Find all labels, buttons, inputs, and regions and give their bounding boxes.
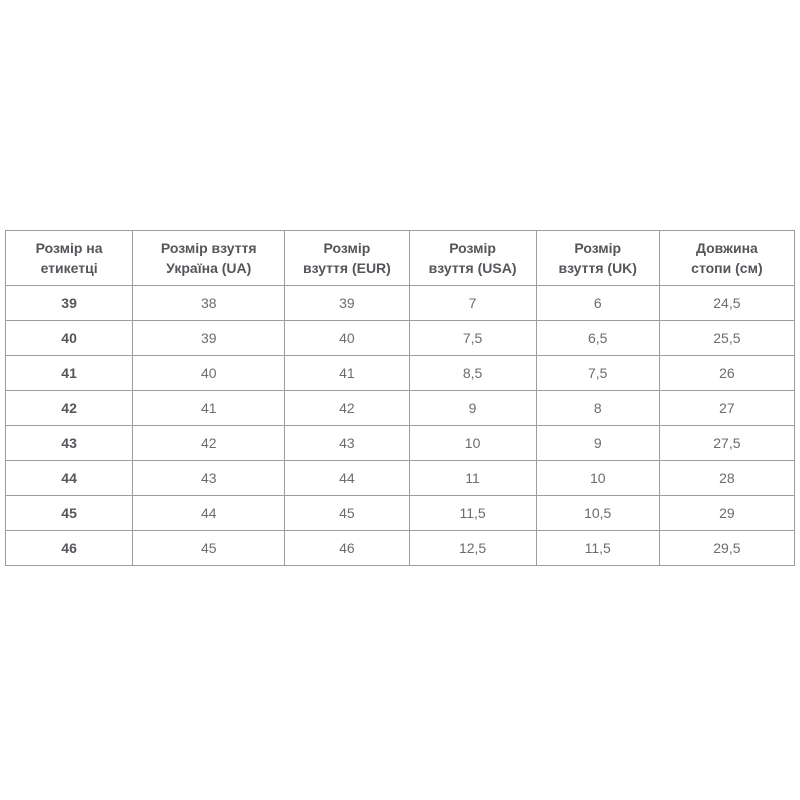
size-value-cell: 11,5 <box>409 496 536 531</box>
size-value-cell: 45 <box>285 496 409 531</box>
table-header-row <box>6 231 795 286</box>
label-size-cell: 45 <box>6 496 133 531</box>
size-value-cell: 25,5 <box>659 321 794 356</box>
header-foot-length-line1: Довжина <box>695 239 758 256</box>
label-size-cell: 46 <box>6 531 133 566</box>
size-value-cell: 39 <box>133 321 285 356</box>
header-label-size-line1: Розмір на <box>35 239 103 256</box>
size-value-cell: 9 <box>409 391 536 426</box>
size-value-cell: 6 <box>536 286 659 321</box>
table-row <box>6 426 795 461</box>
size-value-cell: 41 <box>133 391 285 426</box>
header-foot-length <box>659 231 794 286</box>
header-usa-size-line2: взуття (USA) <box>428 260 517 276</box>
size-value-cell: 43 <box>285 426 409 461</box>
size-value-cell: 10 <box>409 426 536 461</box>
label-size-cell: 42 <box>6 391 133 426</box>
header-uk-size-line1: Розмір <box>574 239 622 256</box>
header-usa-size <box>409 231 536 286</box>
size-value-cell: 11,5 <box>536 531 659 566</box>
header-uk-size <box>536 231 659 286</box>
size-value-cell: 45 <box>133 531 285 566</box>
header-usa-size-line1: Розмір <box>449 239 496 256</box>
size-value-cell: 29,5 <box>659 531 794 566</box>
header-ua-size-line2: Україна (UA) <box>166 260 252 276</box>
header-ua-size-line1: Розмір взуття <box>160 239 257 256</box>
label-size-cell: 40 <box>6 321 133 356</box>
shoe-size-conversion-table <box>5 230 795 566</box>
size-value-cell: 12,5 <box>409 531 536 566</box>
header-ua-size <box>133 231 285 286</box>
size-value-cell: 44 <box>285 461 409 496</box>
size-value-cell: 8,5 <box>409 356 536 391</box>
size-value-cell: 8 <box>536 391 659 426</box>
size-value-cell: 28 <box>659 461 794 496</box>
size-value-cell: 10,5 <box>536 496 659 531</box>
size-value-cell: 27,5 <box>659 426 794 461</box>
table-row <box>6 461 795 496</box>
size-value-cell: 39 <box>285 286 409 321</box>
header-uk-size-line2: взуття (UK) <box>558 260 637 276</box>
table-row <box>6 321 795 356</box>
size-value-cell: 41 <box>285 356 409 391</box>
size-value-cell: 7,5 <box>536 356 659 391</box>
header-foot-length-line2: стопи (см) <box>691 260 763 276</box>
table-row <box>6 496 795 531</box>
size-value-cell: 40 <box>133 356 285 391</box>
header-label-size <box>6 231 133 286</box>
header-eur-size <box>285 231 409 286</box>
size-value-cell: 44 <box>133 496 285 531</box>
table-row <box>6 531 795 566</box>
table-row <box>6 391 795 426</box>
size-value-cell: 43 <box>133 461 285 496</box>
label-size-cell: 44 <box>6 461 133 496</box>
label-size-cell: 41 <box>6 356 133 391</box>
size-value-cell: 11 <box>409 461 536 496</box>
table-row <box>6 356 795 391</box>
size-value-cell: 26 <box>659 356 794 391</box>
size-value-cell: 29 <box>659 496 794 531</box>
size-value-cell: 42 <box>133 426 285 461</box>
size-value-cell: 7,5 <box>409 321 536 356</box>
header-eur-size-line2: взуття (EUR) <box>303 260 391 276</box>
header-label-size-line2: етикетці <box>40 260 98 276</box>
table-body <box>6 286 795 566</box>
size-value-cell: 10 <box>536 461 659 496</box>
label-size-cell: 43 <box>6 426 133 461</box>
size-value-cell: 7 <box>409 286 536 321</box>
size-value-cell: 6,5 <box>536 321 659 356</box>
table-row <box>6 286 795 321</box>
size-value-cell: 24,5 <box>659 286 794 321</box>
size-value-cell: 9 <box>536 426 659 461</box>
label-size-cell: 39 <box>6 286 133 321</box>
size-value-cell: 42 <box>285 391 409 426</box>
size-value-cell: 27 <box>659 391 794 426</box>
size-value-cell: 38 <box>133 286 285 321</box>
header-eur-size-line1: Розмір <box>323 239 371 256</box>
size-value-cell: 40 <box>285 321 409 356</box>
size-value-cell: 46 <box>285 531 409 566</box>
